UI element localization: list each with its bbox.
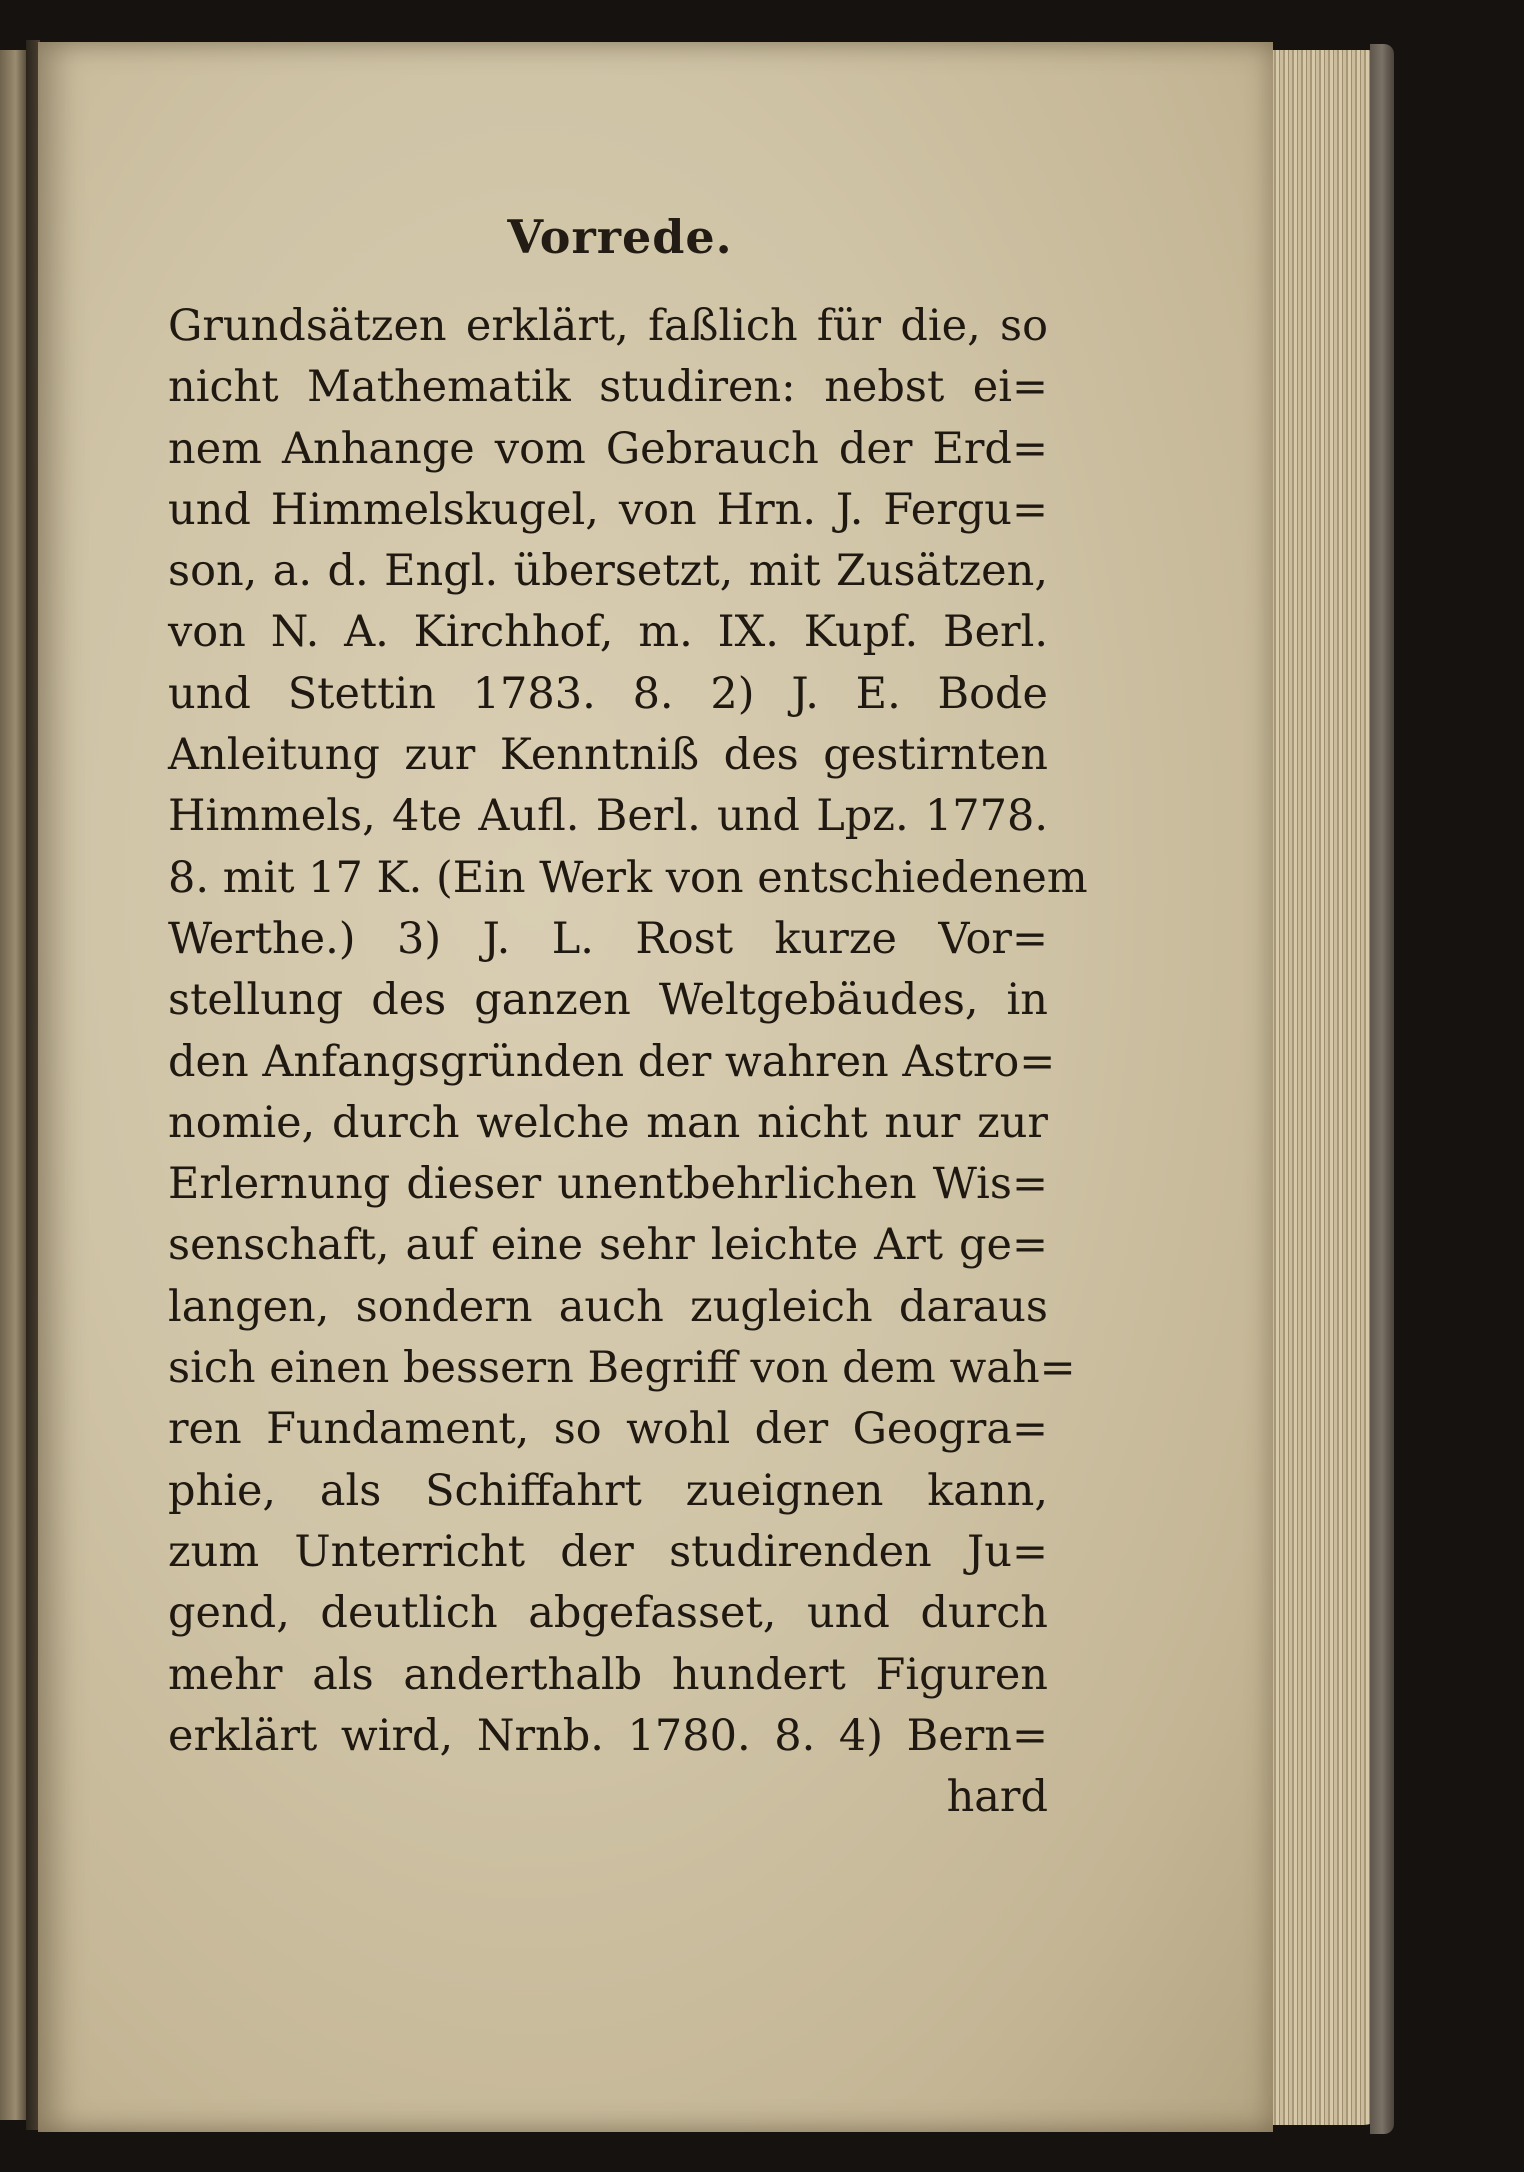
- text-line: sich einen bessern Begriff von dem wah=: [168, 1343, 1076, 1394]
- text-line: Anleitung zur Kenntniß des gestirnten: [168, 730, 1048, 781]
- text-line: Grundsätzen erklärt, faßlich für die, so: [168, 301, 1048, 351]
- text-line: Himmels, 4te Aufl. Berl. und Lpz. 1778.: [168, 791, 1048, 842]
- text-line: nomie, durch welche man nicht nur zur: [168, 1097, 1048, 1148]
- text-line: son, a. d. Engl. übersetzt, mit Zusätzen,: [168, 546, 1048, 597]
- text-line: phie, als Schiffahrt zueignen kann,: [168, 1465, 1048, 1516]
- text-line: zum Unterricht der studirenden Ju=: [168, 1526, 1048, 1577]
- text-line: nicht Mathematik studiren: nebst ei=: [168, 362, 1048, 413]
- text-line: senschaft, auf eine sehr leichte Art ge=: [168, 1220, 1048, 1271]
- text-line: stellung des ganzen Weltgebäudes, in: [168, 975, 1048, 1026]
- text-line: gend, deutlich abgefasset, und durch: [168, 1588, 1048, 1639]
- body-text: [168, 296, 1088, 1828]
- running-head: Vorrede.: [507, 210, 733, 264]
- text-line: von N. A. Kirchhof, m. IX. Kupf. Berl.: [168, 607, 1048, 658]
- facing-page-edge: [0, 50, 26, 2120]
- text-line: 8. mit 17 K. (Ein Werk von entschiedenem: [168, 852, 1088, 903]
- catchword: hard: [946, 1772, 1048, 1823]
- text-line: mehr als anderthalb hundert Figuren: [168, 1649, 1048, 1700]
- text-line: den Anfangsgründen der wahren Astro=: [168, 1036, 1056, 1087]
- text-line: Erlernung dieser unentbehrlichen Wis=: [168, 1159, 1048, 1210]
- text-line: erklärt wird, Nrnb. 1780. 8. 4) Bern=: [168, 1710, 1048, 1761]
- text-line: ren Fundament, so wohl der Geogra=: [168, 1404, 1048, 1455]
- text-line: langen, sondern auch zugleich daraus: [168, 1281, 1048, 1332]
- page-edges: [1262, 50, 1382, 2125]
- cover-edge: [1370, 44, 1394, 2134]
- text-line: und Himmelskugel, von Hrn. J. Fergu=: [168, 484, 1048, 535]
- text-line: und Stettin 1783. 8. 2) J. E. Bode: [168, 668, 1048, 719]
- text-line: nem Anhange vom Gebrauch der Erd=: [168, 423, 1048, 474]
- text-line: Werthe.) 3) J. L. Rost kurze Vor=: [168, 913, 1048, 964]
